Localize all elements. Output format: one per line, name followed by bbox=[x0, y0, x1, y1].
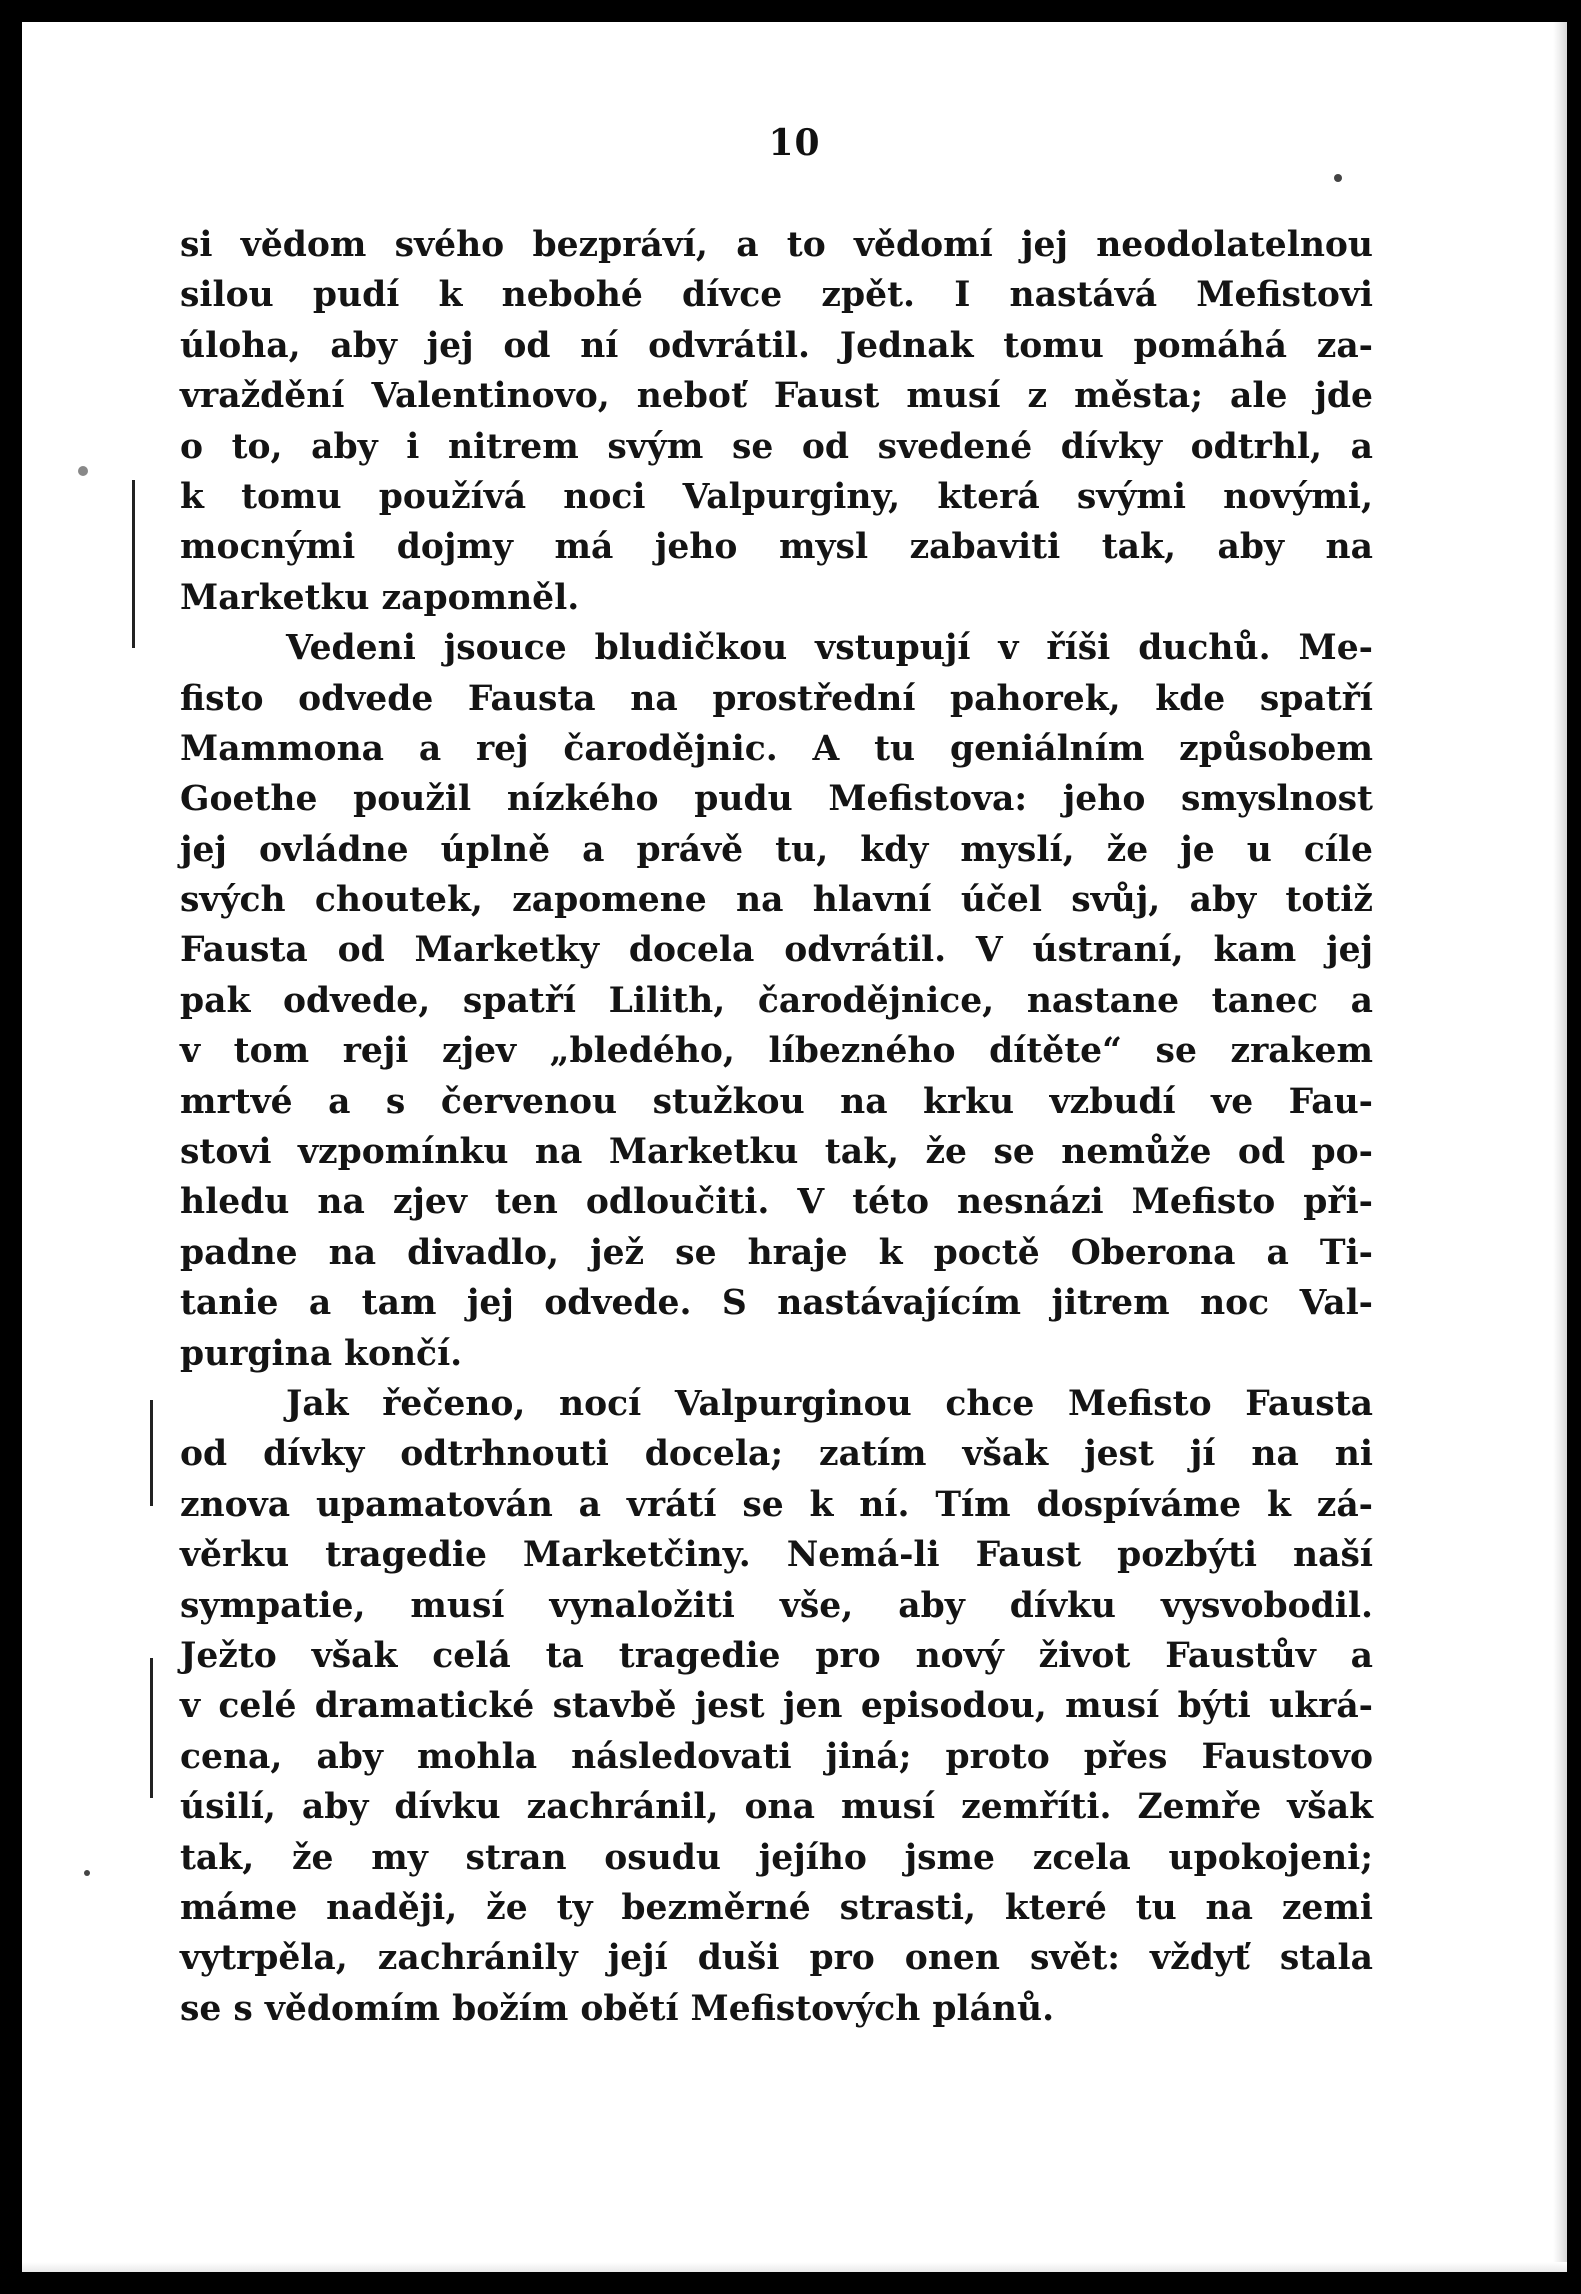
text-line: vytrpěla, zachránily její duši pro onen svět: vždyť stala bbox=[180, 1938, 1373, 1979]
text-line: purgina končí. bbox=[180, 1333, 463, 1374]
text-line: se s vědomím božím obětí Mefistových plánů. bbox=[180, 1988, 1055, 2029]
margin-mark bbox=[150, 1400, 153, 1506]
text-line: k tomu používá noci Valpurginy, která svými novými, bbox=[180, 476, 1373, 517]
text-line: Jak řečeno, nocí Valpurginou chce Mefisto Fausta bbox=[286, 1383, 1373, 1424]
text-line: o to, aby i nitrem svým se od svedené dívky odtrhl, a bbox=[180, 426, 1373, 467]
text-line: svých choutek, zapomene na hlavní účel svůj, aby totiž bbox=[180, 880, 1373, 921]
text-line: silou pudí k nebohé dívce zpět. I nastává Mefistovi bbox=[180, 275, 1373, 316]
speck bbox=[78, 466, 88, 476]
page-number: 10 bbox=[768, 122, 821, 164]
text-line: jej ovládne úplně a právě tu, kdy myslí, že je u cíle bbox=[180, 829, 1373, 870]
body-text bbox=[180, 220, 1373, 2034]
margin-mark bbox=[150, 1658, 153, 1798]
text-line: úsilí, aby dívku zachránil, ona musí zemříti. Zemře však bbox=[180, 1787, 1373, 1828]
text-line: cena, aby mohla následovati jiná; proto přes Faustovo bbox=[180, 1736, 1373, 1777]
text-line: Marketku zapomněl. bbox=[180, 577, 580, 618]
page-edge-bottom bbox=[22, 2262, 1567, 2272]
text-line: věrku tragedie Marketčiny. Nemá-li Faust pozbýti naší bbox=[180, 1535, 1373, 1576]
text-line: padne na divadlo, jež se hraje k poctě Oberona a Ti- bbox=[180, 1232, 1373, 1273]
margin-mark bbox=[132, 480, 135, 648]
text-line: Vedeni jsouce bludičkou vstupují v říši duchů. Me- bbox=[286, 628, 1373, 669]
text-line: Fausta od Marketky docela odvrátil. V ústraní, kam jej bbox=[180, 930, 1373, 971]
text-line: v tom reji zjev „bledého, líbezného dítěte“ se zrakem bbox=[180, 1031, 1373, 1072]
speck bbox=[84, 1870, 90, 1876]
page-edge-right bbox=[1553, 22, 1567, 2272]
text-line: úloha, aby jej od ní odvrátil. Jednak tomu pomáhá za- bbox=[180, 325, 1373, 366]
text-line: stovi vzpomínku na Marketku tak, že se nemůže od po- bbox=[180, 1132, 1373, 1173]
text-line: tanie a tam jej odvede. S nastávajícím jitrem noc Val- bbox=[180, 1283, 1373, 1324]
text-line: vraždění Valentinovo, neboť Faust musí z města; ale jde bbox=[180, 376, 1373, 417]
book-page bbox=[22, 22, 1567, 2272]
text-line: pak odvede, spatří Lilith, čarodějnice, nastane tanec a bbox=[180, 980, 1373, 1021]
text-line: znova upamatován a vrátí se k ní. Tím dospíváme k zá- bbox=[180, 1484, 1373, 1525]
text-line: fisto odvede Fausta na prostřední pahorek, kde spatří bbox=[180, 678, 1373, 719]
text-line: hledu na zjev ten odloučiti. V této nesnázi Mefisto při- bbox=[180, 1182, 1373, 1223]
text-line: mocnými dojmy má jeho mysl zabaviti tak, aby na bbox=[180, 527, 1373, 568]
text-line: v celé dramatické stavbě jest jen episodou, musí býti ukrá- bbox=[180, 1686, 1373, 1727]
text-line: Goethe použil nízkého pudu Mefistova: jeho smyslnost bbox=[180, 779, 1373, 820]
text-line: Ježto však celá ta tragedie pro nový život Faustův a bbox=[180, 1635, 1373, 1676]
text-line: si vědom svého bezpráví, a to vědomí jej neodolatelnou bbox=[180, 225, 1373, 265]
speck bbox=[1334, 174, 1342, 182]
text-line: mrtvé a s červenou stužkou na krku vzbudí ve Fau- bbox=[180, 1081, 1373, 1122]
text-line: tak, že my stran osudu jejího jsme zcela upokojeni; bbox=[180, 1837, 1373, 1878]
text-line: od dívky odtrhnouti docela; zatím však jest jí na ni bbox=[180, 1434, 1373, 1475]
text-line: sympatie, musí vynaložiti vše, aby dívku vysvobodil. bbox=[180, 1585, 1373, 1626]
text-line: máme naději, že ty bezměrné strasti, které tu na zemi bbox=[180, 1887, 1373, 1928]
text-line: Mammona a rej čarodějnic. A tu geniálním způsobem bbox=[180, 728, 1373, 769]
